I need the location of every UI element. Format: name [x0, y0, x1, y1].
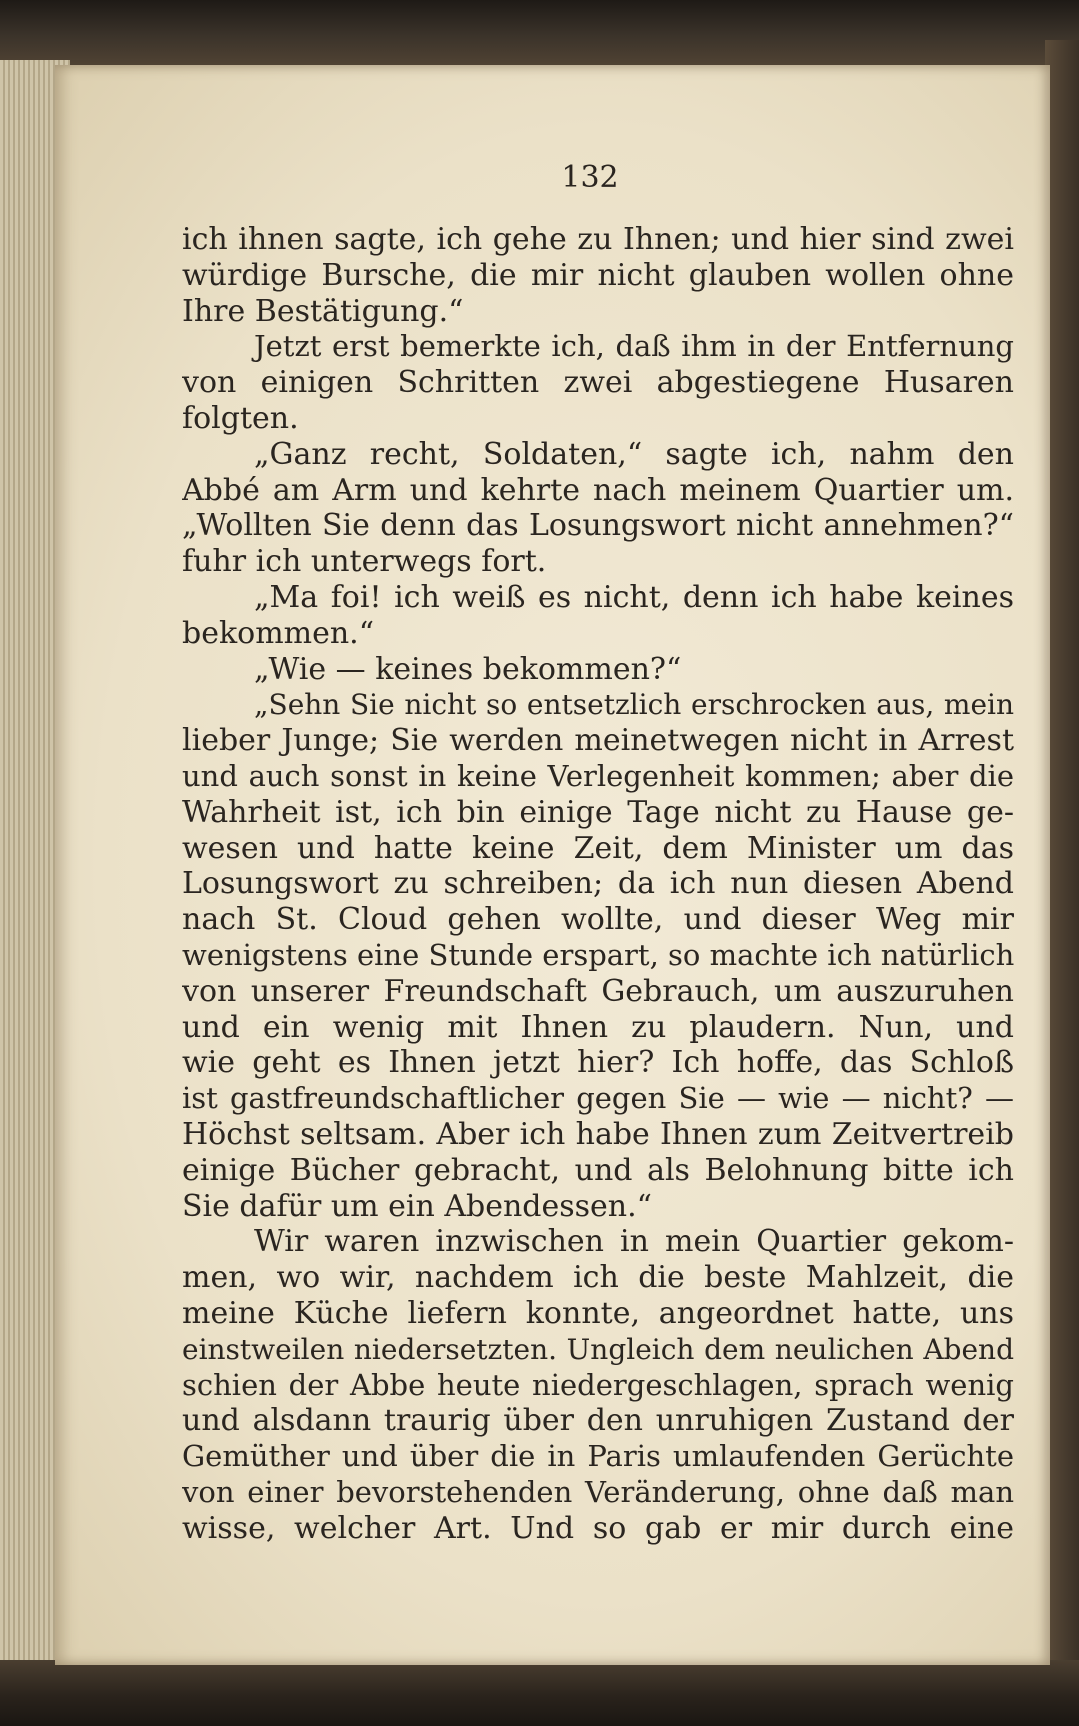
text-line: Wahrheit ist, ich bin einige Tage nicht zu Hause ge- [182, 794, 1014, 830]
page-number: 132 [561, 160, 619, 195]
text-line: Gemüther und über die in Paris umlaufenden Gerüchte [182, 1439, 1014, 1474]
page-text [182, 222, 1014, 1546]
text-line: wesen und hatte keine Zeit, dem Minister um das [182, 830, 1014, 866]
text-line: men, wo wir, nachdem ich die beste Mahlzeit, die [182, 1260, 1014, 1296]
text-line: Sie dafür um ein Abendessen.“ [182, 1188, 652, 1224]
text-line: schien der Abbe heute niedergeschlagen, sprach wenig [182, 1367, 1014, 1402]
text-line: fuhr ich unterwegs fort. [182, 544, 547, 580]
text-line: „Ganz recht, Soldaten,“ sagte ich, nahm den [254, 436, 1014, 472]
text-line: und auch sonst in keine Verlegenheit kommen; aber die [182, 758, 1014, 793]
text-line: Wir waren inzwischen in mein Quartier gekom- [254, 1224, 1014, 1260]
text-line: Höchst seltsam. Aber ich habe Ihnen zum Zeitvertreib [182, 1116, 1014, 1152]
text-line: wenigstens eine Stunde erspart, so machte ich natürlich [182, 937, 1014, 972]
text-line: nach St. Cloud gehen wollte, und dieser Weg mir [182, 902, 1014, 938]
text-line: lieber Junge; Sie werden meinetwegen nicht in Arrest [182, 723, 1014, 759]
text-line: einstweilen niedersetzten. Ungleich dem neulichen Abend [182, 1332, 1014, 1366]
text-line: „Wollten Sie denn das Losungswort nicht annehmen?“ [182, 508, 1014, 544]
text-line: von einigen Schritten zwei abgestiegene Husaren [182, 365, 1014, 401]
text-line: ich ihnen sagte, ich gehe zu Ihnen; und hier sind zwei [182, 222, 1014, 257]
text-line: „Wie — keines bekommen?“ [254, 651, 682, 687]
text-line: würdige Bursche, die mir nicht glauben wollen ohne [182, 257, 1014, 293]
text-line: und alsdann traurig über den unruhigen Zustand der [182, 1403, 1014, 1439]
text-line: wisse, welcher Art. Und so gab er mir durch eine [182, 1510, 1014, 1546]
text-line: einige Bücher gebracht, und als Belohnung bitte ich [182, 1152, 1014, 1188]
text-line: Losungswort zu schreiben; da ich nun diesen Abend [182, 866, 1014, 902]
text-line: von einer bevorstehenden Veränderung, ohne daß man [182, 1474, 1014, 1509]
text-line: Jetzt erst bemerkte ich, daß ihm in der Entfernung [254, 329, 1014, 364]
book-cover-right [1045, 40, 1079, 1700]
text-line: ist gastfreundschaftlicher gegen Sie — wie — nicht? — [182, 1081, 1014, 1116]
text-line: wie geht es Ihnen jetzt hier? Ich hoffe, das Schloß [182, 1045, 1014, 1081]
text-line: bekommen.“ [182, 615, 375, 651]
text-line: folgten. [182, 400, 299, 436]
text-line: und ein wenig mit Ihnen zu plaudern. Nun, und [182, 1009, 1014, 1045]
book-cover-bottom [0, 1660, 1079, 1726]
text-line: Abbé am Arm und kehrte nach meinem Quartier um. [182, 472, 1014, 508]
text-line: „Ma foi! ich weiß es nicht, denn ich habe keines [254, 579, 1014, 615]
text-line: „Sehn Sie nicht so entsetzlich erschrocken aus, mein [254, 688, 1014, 722]
text-line: von unserer Freundschaft Gebrauch, um auszuruhen [182, 973, 1014, 1009]
text-line: Ihre Bestätigung.“ [182, 293, 464, 329]
text-line: meine Küche liefern konnte, angeordnet hatte, uns [182, 1295, 1014, 1331]
